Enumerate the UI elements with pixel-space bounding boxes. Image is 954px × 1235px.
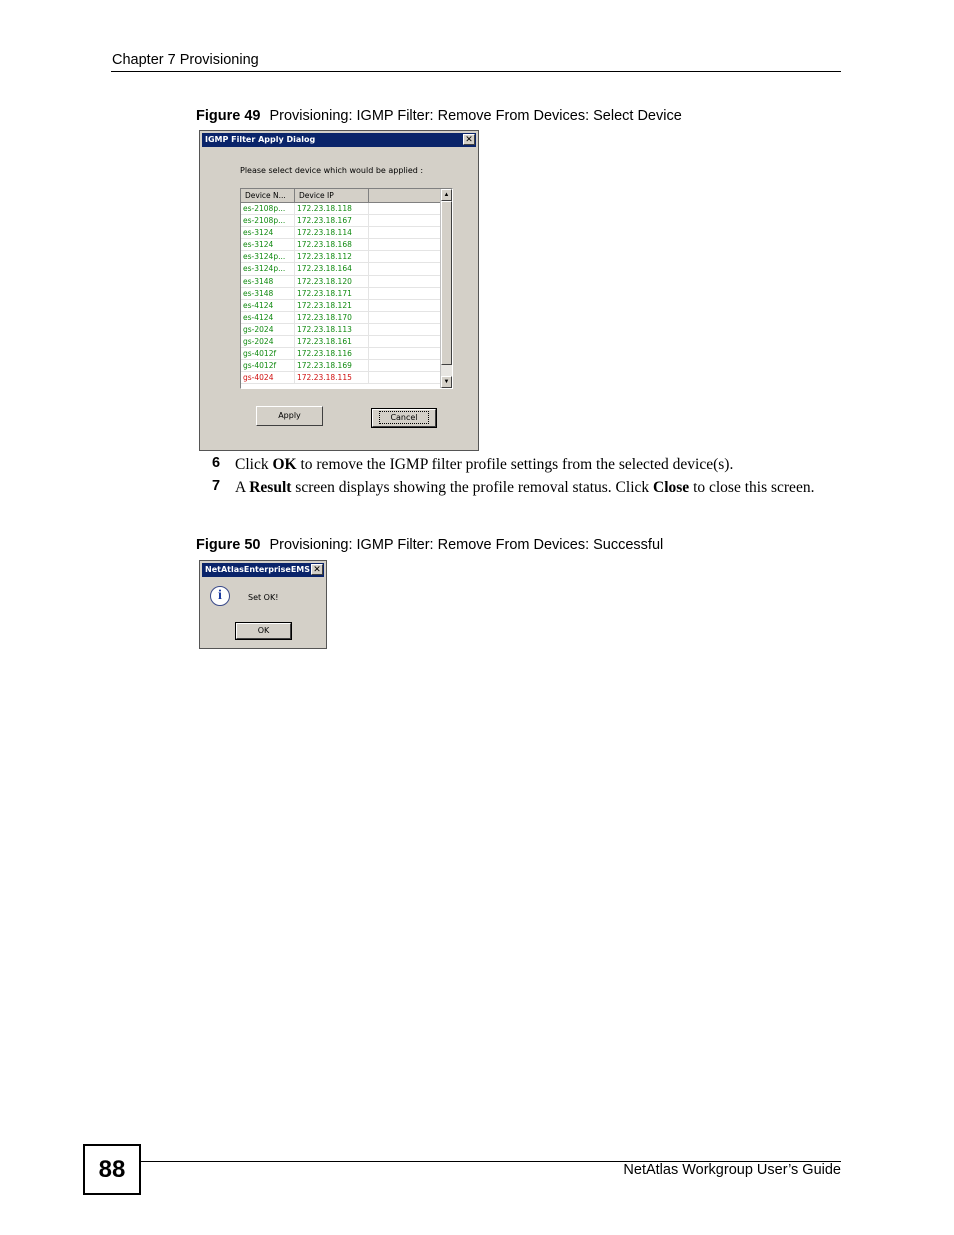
empty-cell (369, 276, 441, 287)
table-header (241, 189, 441, 203)
table-row[interactable] (241, 276, 441, 288)
device-ip-cell: 172.23.18.121 (295, 300, 369, 311)
step-number: 7 (212, 478, 221, 494)
table-row[interactable] (241, 263, 441, 275)
device-name-cell: es-3148 (241, 288, 295, 299)
device-ip-cell: 172.23.18.168 (295, 239, 369, 250)
device-name-cell: es-3148 (241, 276, 295, 287)
table-row[interactable] (241, 372, 441, 384)
empty-cell (369, 288, 441, 299)
device-name-cell: es-3124 (241, 227, 295, 238)
empty-cell (369, 251, 441, 262)
cancel-button-label: Cancel (379, 411, 428, 424)
table-row[interactable] (241, 324, 441, 336)
device-name-cell: gs-4012f (241, 348, 295, 359)
scroll-up-icon[interactable]: ▲ (441, 189, 452, 201)
guide-title: NetAtlas Workgroup User’s Guide (623, 1162, 841, 1178)
table-row[interactable] (241, 336, 441, 348)
table-row[interactable] (241, 312, 441, 324)
table-row[interactable] (241, 348, 441, 360)
header-rule (111, 71, 841, 72)
device-name-cell: gs-2024 (241, 324, 295, 335)
empty-cell (369, 312, 441, 323)
column-header-device-name[interactable]: Device N... (241, 189, 295, 203)
table-row[interactable] (241, 360, 441, 372)
apply-button[interactable]: Apply (256, 406, 323, 426)
figure-49-label: Figure 49 (196, 108, 261, 124)
device-ip-cell: 172.23.18.114 (295, 227, 369, 238)
device-name-cell: es-4124 (241, 312, 295, 323)
device-name-cell: es-4124 (241, 300, 295, 311)
table-row[interactable] (241, 288, 441, 300)
device-ip-cell: 172.23.18.171 (295, 288, 369, 299)
info-icon: i (210, 586, 230, 606)
empty-cell (369, 336, 441, 347)
empty-cell (369, 227, 441, 238)
select-device-prompt: Please select device which would be applied : (240, 166, 424, 175)
step-number: 6 (212, 455, 221, 471)
device-name-cell: gs-4012f (241, 360, 295, 371)
table-row[interactable] (241, 251, 441, 263)
scroll-down-icon[interactable]: ▼ (441, 376, 452, 388)
scroll-thumb[interactable] (441, 201, 452, 365)
device-name-cell: gs-2024 (241, 336, 295, 347)
table-row[interactable] (241, 300, 441, 312)
close-icon[interactable]: ✕ (463, 134, 475, 145)
figure-49-caption (196, 108, 682, 124)
table-rows (241, 203, 441, 384)
device-name-cell: es-2108p... (241, 215, 295, 226)
figure-49-text: Provisioning: IGMP Filter: Remove From Devices: Select Device (269, 108, 682, 124)
empty-cell (369, 348, 441, 359)
empty-cell (369, 360, 441, 371)
table-row[interactable] (241, 227, 441, 239)
step-text: A Result screen displays showing the profile removal status. Click Close to close this screen. (235, 479, 815, 496)
column-header-device-ip[interactable]: Device IP (295, 189, 369, 203)
empty-cell (369, 324, 441, 335)
device-ip-cell: 172.23.18.164 (295, 263, 369, 274)
figure-50-text: Provisioning: IGMP Filter: Remove From Devices: Successful (269, 537, 664, 553)
dialog-titlebar (202, 563, 324, 577)
ok-button[interactable]: OK (236, 623, 291, 639)
device-ip-cell: 172.23.18.112 (295, 251, 369, 262)
success-message: Set OK! (248, 593, 279, 602)
table-row[interactable] (241, 203, 441, 215)
device-name-cell: es-3124 (241, 239, 295, 250)
step-text: Click OK to remove the IGMP filter profile settings from the selected device(s). (235, 456, 734, 473)
empty-cell (369, 372, 441, 383)
device-ip-cell: 172.23.18.169 (295, 360, 369, 371)
empty-cell (369, 263, 441, 274)
device-ip-cell: 172.23.18.116 (295, 348, 369, 359)
success-dialog (199, 560, 327, 649)
device-name-cell: es-3124p... (241, 251, 295, 262)
table-row[interactable] (241, 239, 441, 251)
vertical-scrollbar[interactable] (440, 189, 452, 388)
device-ip-cell: 172.23.18.113 (295, 324, 369, 335)
empty-cell (369, 300, 441, 311)
device-name-cell: es-2108p... (241, 203, 295, 214)
device-ip-cell: 172.23.18.170 (295, 312, 369, 323)
device-ip-cell: 172.23.18.115 (295, 372, 369, 383)
device-table[interactable] (240, 188, 453, 389)
chapter-header: Chapter 7 Provisioning (112, 52, 259, 68)
empty-cell (369, 239, 441, 250)
dialog-titlebar (202, 133, 476, 147)
device-name-cell: es-3124p... (241, 263, 295, 274)
device-ip-cell: 172.23.18.118 (295, 203, 369, 214)
device-name-cell: gs-4024 (241, 372, 295, 383)
table-row[interactable] (241, 215, 441, 227)
empty-cell (369, 215, 441, 226)
dialog-title: NetAtlasEnterpriseEMS (205, 565, 311, 574)
igmp-filter-apply-dialog (199, 130, 479, 451)
empty-cell (369, 203, 441, 214)
figure-50-caption (196, 537, 663, 553)
device-ip-cell: 172.23.18.167 (295, 215, 369, 226)
cancel-button[interactable] (372, 409, 436, 427)
dialog-title: IGMP Filter Apply Dialog (205, 135, 316, 144)
device-ip-cell: 172.23.18.161 (295, 336, 369, 347)
device-ip-cell: 172.23.18.120 (295, 276, 369, 287)
close-icon[interactable]: ✕ (311, 564, 323, 575)
column-header-empty[interactable] (369, 189, 441, 203)
figure-50-label: Figure 50 (196, 537, 261, 553)
page-number: 88 (83, 1144, 141, 1195)
